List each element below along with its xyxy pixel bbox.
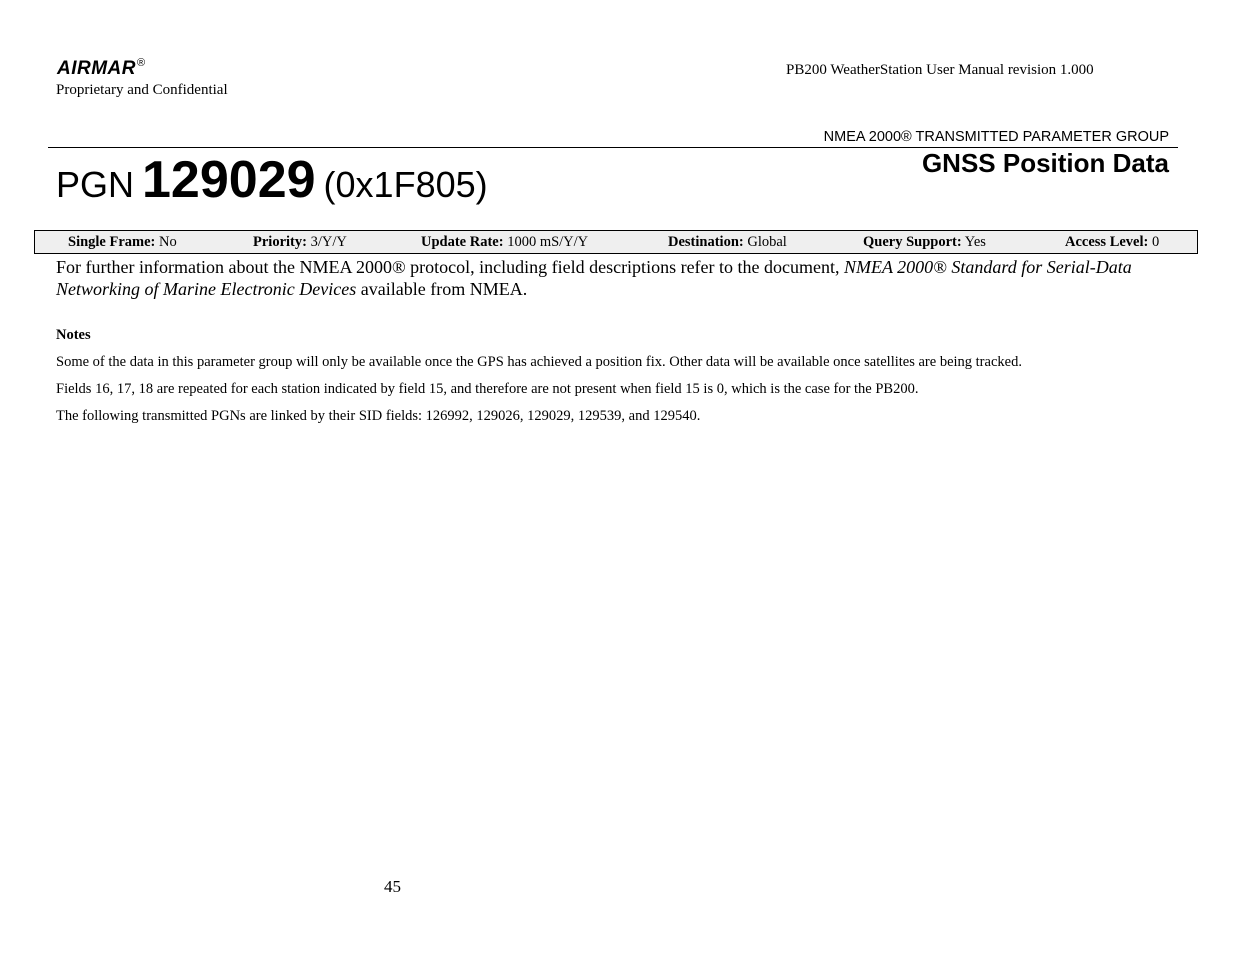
attr-destination — [668, 234, 787, 251]
attr-query-support — [863, 234, 986, 251]
attr-value: 0 — [1151, 234, 1160, 250]
attr-value: No — [159, 234, 177, 250]
pgn-heading — [56, 150, 488, 210]
attr-priority — [253, 234, 347, 251]
pgn-prefix: PGN — [56, 164, 135, 205]
intro-text-end: available from NMEA. — [356, 279, 528, 299]
pgn-attributes-bar — [34, 230, 1198, 254]
attr-update-rate — [421, 234, 588, 251]
attr-value: 3/Y/Y — [310, 234, 347, 250]
attr-value: Yes — [964, 234, 986, 250]
parameter-group-label: NMEA 2000® TRANSMITTED PARAMETER GROUP — [823, 129, 1169, 145]
attr-label: Query Support: — [863, 234, 962, 250]
note-item: Fields 16, 17, 18 are repeated for each station indicated by field 15, and therefore are not present when field 15 is 0, which is the case for the PB200. — [56, 381, 919, 397]
airmar-logo — [57, 57, 146, 80]
attr-label: Destination: — [668, 234, 744, 250]
reference-document-title: NMEA 2000® Standard for Serial-Data Networking of Marine Electronic Devices — [56, 257, 1132, 299]
proprietary-notice: Proprietary and Confidential — [56, 82, 228, 98]
attr-value: Global — [747, 234, 787, 250]
attr-value: 1000 mS/Y/Y — [507, 234, 589, 250]
pgn-hex: (0x1F805) — [323, 164, 488, 205]
section-title: GNSS Position Data — [921, 148, 1169, 178]
attr-label: Update Rate: — [421, 234, 504, 250]
intro-paragraph — [56, 256, 1186, 300]
notes-heading: Notes — [56, 327, 91, 343]
attr-single-frame — [68, 234, 177, 251]
note-item: The following transmitted PGNs are linked by their SID fields: 126992, 129026, 129029, 129539, and 129540. — [56, 408, 701, 424]
attr-label: Single Frame: — [68, 234, 156, 250]
registered-mark: ® — [137, 57, 146, 69]
manual-revision: PB200 WeatherStation User Manual revision 1.000 — [786, 62, 1094, 78]
attr-label: Access Level: — [1065, 234, 1149, 250]
intro-text: For further information about the NMEA 2000® protocol, including field descriptions refer to the document, — [56, 257, 845, 277]
note-item: Some of the data in this parameter group will only be available once the GPS has achieved a position fix. Other data will be available once satellites are being tracked. — [56, 354, 1022, 370]
attr-label: Priority: — [253, 234, 307, 250]
brand-name: AIRMAR — [57, 58, 136, 79]
page-number: 45 — [384, 877, 401, 896]
attr-access-level — [1065, 234, 1159, 251]
pgn-number: 129029 — [142, 151, 316, 209]
